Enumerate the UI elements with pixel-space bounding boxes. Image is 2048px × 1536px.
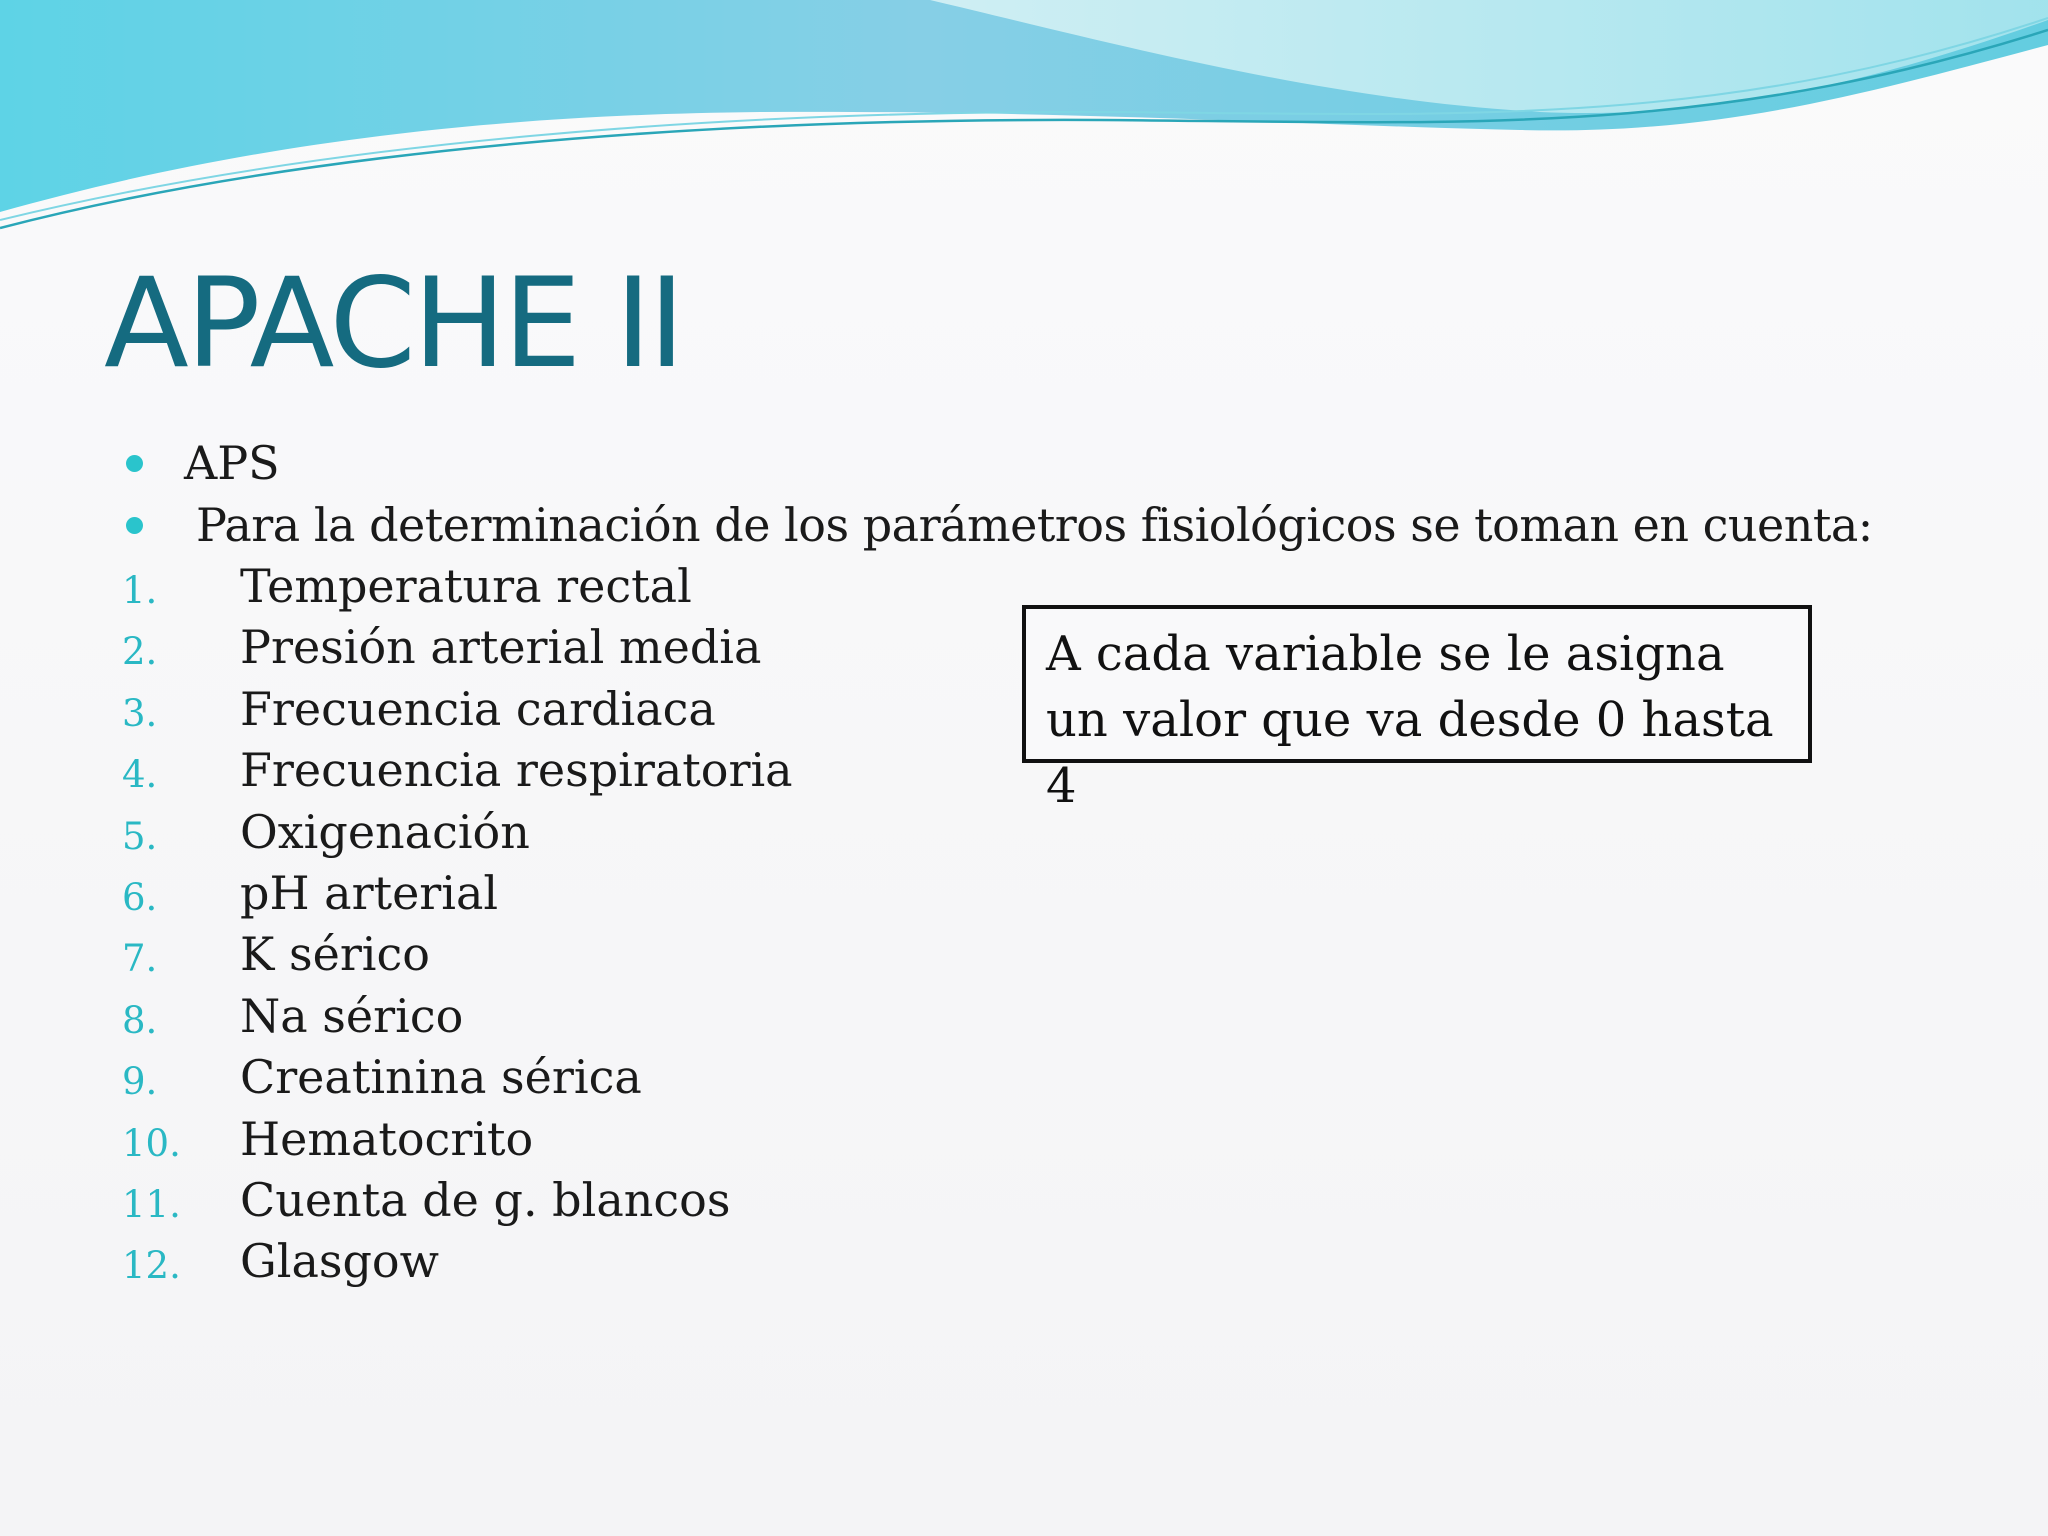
item-label: Frecuencia cardiaca — [240, 681, 716, 736]
item-label: pH arterial — [240, 865, 499, 920]
slide-title: APACHE II — [104, 252, 683, 396]
item-number: 3. — [122, 691, 158, 735]
note-text-box: A cada variable se le asigna un valor que va desde 0 hasta 4 — [1022, 605, 1812, 763]
item-label: Creatinina sérica — [240, 1050, 642, 1105]
item-label: Hematocrito — [240, 1111, 534, 1166]
item-label: Oxigenación — [240, 804, 530, 859]
item-number: 11. — [122, 1182, 181, 1226]
item-label: Glasgow — [240, 1234, 440, 1289]
item-number: 2. — [122, 630, 158, 674]
item-number: 6. — [122, 875, 158, 919]
bullet-text: APS — [184, 436, 280, 490]
item-number: 1. — [122, 569, 158, 612]
item-number: 9. — [122, 1060, 158, 1104]
teal-dot-bullet-icon — [126, 455, 143, 472]
item-number: 8. — [122, 998, 158, 1042]
teal-dot-bullet-icon — [126, 517, 143, 534]
item-number: 7. — [122, 937, 158, 981]
item-label: Na sérico — [240, 988, 464, 1043]
bullet-text: Para la determinación de los parámetros fisiológicos se toman en cuenta: — [196, 498, 1873, 552]
item-number: 4. — [122, 753, 158, 797]
item-label: K sérico — [240, 927, 430, 982]
item-label: Cuenta de g. blancos — [240, 1172, 731, 1227]
item-label: Temperatura rectal — [240, 559, 692, 613]
item-number: 5. — [122, 814, 158, 858]
header-wave-decoration — [0, 0, 2048, 240]
item-label: Presión arterial media — [240, 620, 762, 675]
item-label: Frecuencia respiratoria — [240, 743, 793, 798]
item-number: 10. — [122, 1121, 181, 1165]
item-number: 12. — [122, 1244, 181, 1288]
